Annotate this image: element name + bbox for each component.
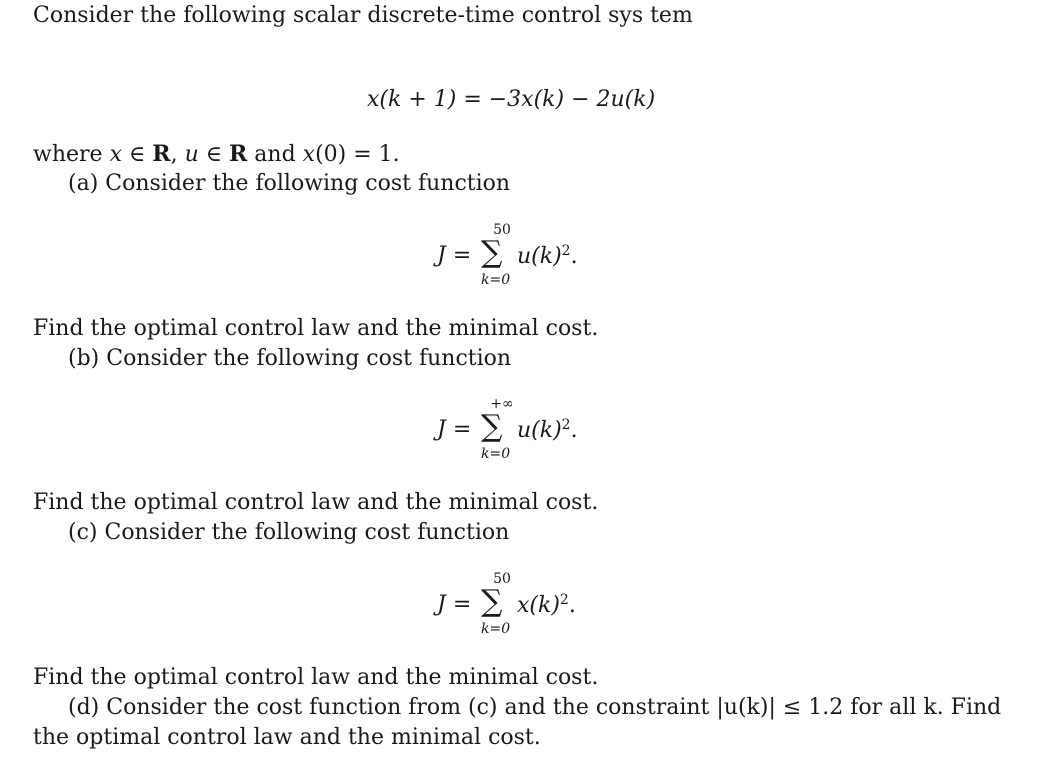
part-a-task: Find the optimal control law and the minimal cost.: [33, 316, 599, 341]
part-b-heading: (b) Consider the following cost function: [68, 346, 512, 371]
summand: $x(k)^2$.: [517, 592, 576, 618]
sum-lower-limit: k=0: [481, 621, 511, 637]
part-c-task: Find the optimal control law and the minimal cost.: [33, 665, 599, 690]
var-u: u: [184, 142, 199, 167]
system-equation: x(k + 1) = −3x(k) − 2u(k): [367, 87, 656, 112]
var-x: x: [109, 142, 122, 167]
in-symbol: ∈: [121, 142, 153, 167]
reals-symbol: R: [229, 141, 248, 167]
sum-upper-limit: 50: [493, 571, 511, 587]
part-a-heading: (a) Consider the following cost function: [68, 171, 511, 196]
where-clause: [33, 141, 400, 168]
cost-lhs: J =: [437, 243, 472, 268]
part-d-line1: (d) Consider the cost function from (c) and the constraint |u(k)| ≤ 1.2 for all k. Find: [68, 695, 1002, 720]
sum-lower-limit: k=0: [481, 446, 511, 462]
sigma-symbol: ∑: [481, 409, 503, 444]
part-d-line2: the optimal control law and the minimal cost.: [33, 725, 541, 750]
sum-upper-limit: 50: [493, 222, 511, 238]
sigma-symbol: ∑: [481, 235, 503, 270]
cost-lhs: J =: [437, 417, 472, 442]
part-b-task: Find the optimal control law and the minimal cost.: [33, 490, 599, 515]
summand: $u(k)^2$.: [517, 417, 578, 443]
cost-lhs: J =: [437, 592, 472, 617]
sigma-symbol: ∑: [481, 584, 503, 619]
part-c-heading: (c) Consider the following cost function: [68, 520, 510, 545]
summand: $u(k)^2$.: [517, 243, 578, 269]
sum-lower-limit: k=0: [481, 272, 511, 288]
problem-intro: Consider the following scalar discrete-time control sys tem: [33, 3, 693, 28]
reals-symbol: R: [152, 141, 171, 167]
where-prefix: where: [33, 142, 110, 167]
var-x0: x: [302, 142, 316, 167]
in-symbol: ∈: [198, 142, 230, 167]
sum-upper-limit: +∞: [490, 396, 514, 412]
separator: ,: [170, 142, 185, 167]
initial-condition: (0) = 1.: [315, 142, 400, 167]
and-word: and: [247, 142, 303, 167]
